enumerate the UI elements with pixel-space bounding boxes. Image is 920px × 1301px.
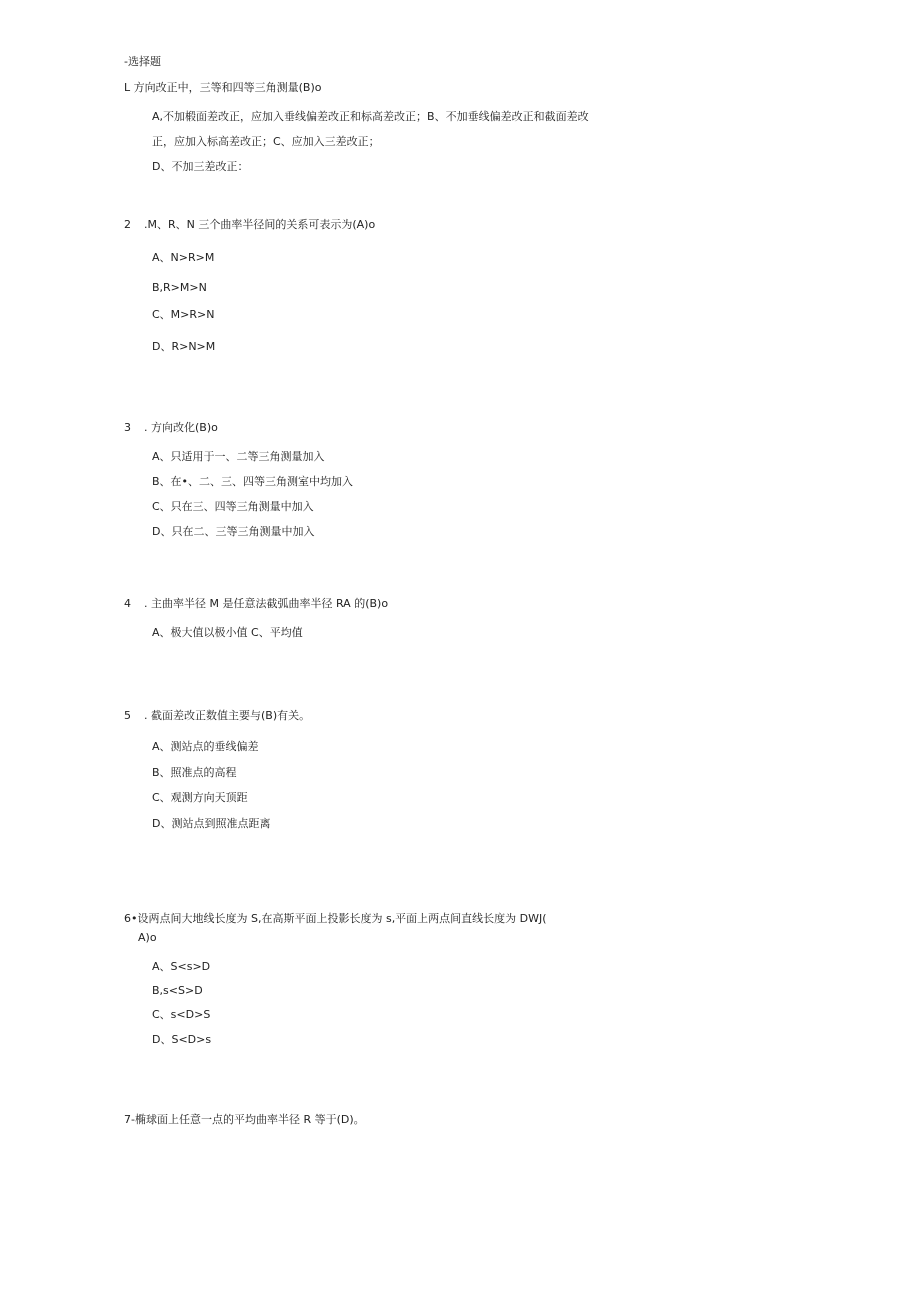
question-6-option-c: C、s<D>S	[152, 1008, 211, 1021]
question-5-option-b: B、照准点的高程	[152, 766, 237, 779]
question-1-stem: L 方向改正中，三等和四等三角测量(B)o	[124, 81, 322, 94]
question-1-option-a-line-2: 正，应加入标高差改正；C、应加入三差改正；	[152, 135, 380, 148]
question-5-stem: . 截面差改正数值主要与(B)有关。	[144, 709, 311, 722]
question-6-option-a: A、S<s>D	[152, 960, 211, 973]
question-2-option-b: B,R>M>N	[152, 281, 207, 294]
question-3-option-c: C、只在三、四等三角测量中加入	[152, 500, 314, 513]
question-1-option-d: D、不加三差改正：	[152, 160, 249, 173]
question-5-option-d: D、测站点到照准点距离	[152, 817, 271, 830]
question-2-option-a: A、N>R>M	[152, 251, 215, 264]
question-7-stem: 7-椭球面上任意一点的平均曲率半径 R 等于(D)。	[124, 1113, 365, 1126]
question-4-number: 4	[124, 597, 131, 610]
question-3-number: 3	[124, 421, 131, 434]
question-4-option-a: A、极大值以极小值 C、平均值	[152, 626, 303, 639]
question-2-option-c: C、M>R>N	[152, 308, 215, 321]
question-3-option-d: D、只在二、三等三角测量中加入	[152, 525, 315, 538]
question-3-stem: . 方向改化(B)o	[144, 421, 218, 434]
question-6-stem-line-1: 6•设两点间大地线长度为 S,在高斯平面上投影长度为 s,平面上两点间直线长度为 DWJ(	[124, 912, 547, 925]
question-3-option-a: A、只适用于一、二等三角测量加入	[152, 450, 325, 463]
question-3-option-b: B、在•、二、三、四等三角测室中均加入	[152, 475, 354, 488]
question-6-stem-line-2: A)o	[138, 931, 157, 944]
question-2-number: 2	[124, 218, 131, 231]
question-2-stem: .M、R、N 三个曲率半径间的关系可表示为(A)o	[144, 218, 376, 231]
question-5-option-a: A、测站点的垂线偏差	[152, 740, 259, 753]
question-5-option-c: C、观测方向天顶距	[152, 791, 248, 804]
question-5-number: 5	[124, 709, 131, 722]
question-6-option-d: D、S<D>s	[152, 1033, 212, 1046]
question-4-stem: . 主曲率半径 M 是任意法截弧曲率半径 RA 的(B)o	[144, 597, 389, 610]
question-6-option-b: B,s<S>D	[152, 984, 203, 997]
section-title: -选择题	[124, 55, 161, 68]
question-1-option-a-line-1: A,不加椴面差改正，应加入垂线偏差改正和标高差改正；B、不加垂线偏差改正和截面差改	[152, 110, 589, 123]
question-2-option-d: D、R>N>M	[152, 340, 216, 353]
